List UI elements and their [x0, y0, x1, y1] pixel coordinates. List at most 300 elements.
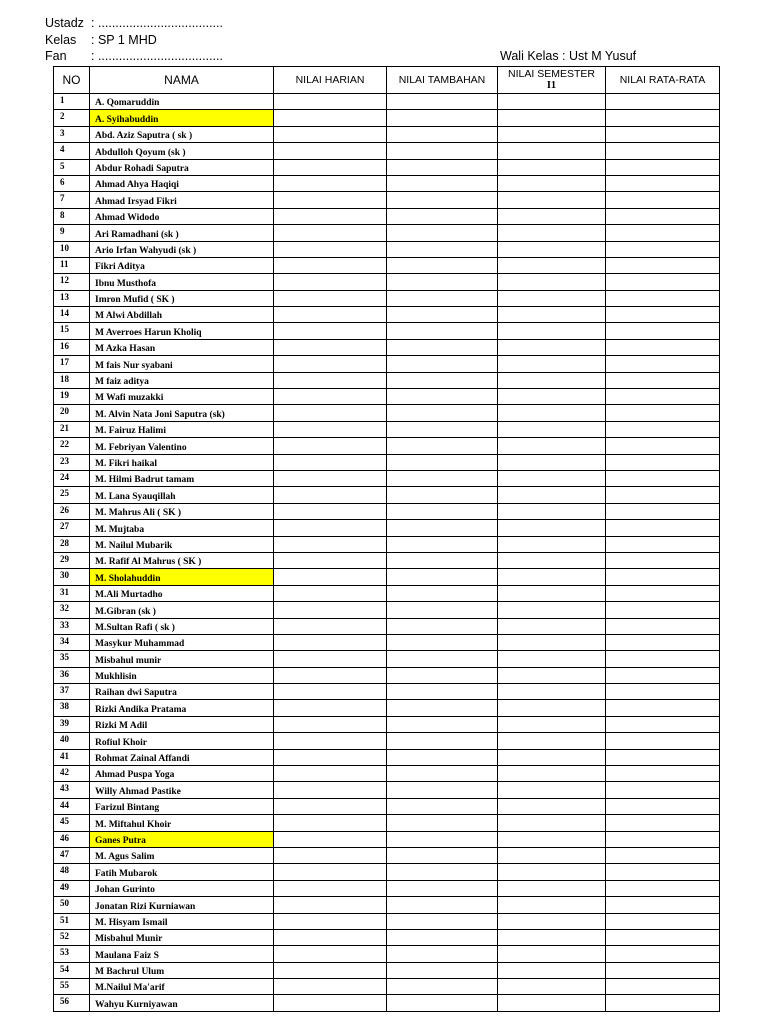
student-name: M. Sholahuddin: [90, 569, 274, 585]
nilai-tambahan-cell[interactable]: [387, 126, 498, 142]
row-number: 44: [54, 798, 90, 814]
nilai-tambahan-cell[interactable]: [387, 290, 498, 306]
nilai-harian-cell[interactable]: [274, 684, 387, 700]
col-header-nilai-semester-line2: I1: [546, 80, 557, 91]
nilai-tambahan-cell[interactable]: [387, 831, 498, 847]
nilai-harian-cell[interactable]: [274, 880, 387, 896]
nilai-tambahan-cell[interactable]: [387, 307, 498, 323]
nilai-rata-rata-cell[interactable]: [606, 241, 720, 257]
nilai-tambahan-cell[interactable]: [387, 356, 498, 372]
nilai-tambahan-cell[interactable]: [387, 454, 498, 470]
nilai-tambahan-cell[interactable]: [387, 421, 498, 437]
nilai-harian-cell[interactable]: [274, 307, 387, 323]
nilai-harian-cell[interactable]: [274, 749, 387, 765]
table-row: [54, 684, 720, 700]
nilai-tambahan-cell[interactable]: [387, 110, 498, 126]
nilai-rata-rata-cell[interactable]: [606, 733, 720, 749]
nilai-semester-cell[interactable]: [498, 126, 606, 142]
nilai-tambahan-cell[interactable]: [387, 798, 498, 814]
nilai-semester-cell[interactable]: [498, 913, 606, 929]
nilai-rata-rata-cell[interactable]: [606, 520, 720, 536]
nilai-tambahan-cell[interactable]: [387, 897, 498, 913]
nilai-harian-cell[interactable]: [274, 815, 387, 831]
nilai-harian-cell[interactable]: [274, 257, 387, 273]
nilai-semester-cell[interactable]: [498, 815, 606, 831]
nilai-harian-cell[interactable]: [274, 569, 387, 585]
row-number: 54: [54, 962, 90, 978]
nilai-semester-cell[interactable]: [498, 389, 606, 405]
nilai-rata-rata-cell[interactable]: [606, 913, 720, 929]
nilai-rata-rata-cell[interactable]: [606, 569, 720, 585]
nilai-semester-cell[interactable]: [498, 143, 606, 159]
row-number: 3: [54, 126, 90, 142]
student-name: Ahmad Ahya Haqiqi: [90, 175, 274, 191]
nilai-tambahan-cell[interactable]: [387, 372, 498, 388]
nilai-rata-rata-cell[interactable]: [606, 487, 720, 503]
row-number: 2: [54, 110, 90, 126]
nilai-semester-cell[interactable]: [498, 274, 606, 290]
nilai-semester-cell[interactable]: [498, 667, 606, 683]
nilai-semester-cell[interactable]: [498, 979, 606, 995]
table-row: [54, 290, 720, 306]
nilai-semester-cell[interactable]: [498, 618, 606, 634]
nilai-semester-cell[interactable]: [498, 946, 606, 962]
student-name: M. Nailul Mubarik: [90, 536, 274, 552]
nilai-semester-cell[interactable]: [498, 569, 606, 585]
nilai-rata-rata-cell[interactable]: [606, 470, 720, 486]
nilai-harian-cell[interactable]: [274, 847, 387, 863]
row-number: 48: [54, 864, 90, 880]
nilai-semester-cell[interactable]: [498, 503, 606, 519]
student-name: Rizki Andika Pratama: [90, 700, 274, 716]
nilai-tambahan-cell[interactable]: [387, 847, 498, 863]
nilai-semester-cell[interactable]: [498, 257, 606, 273]
nilai-harian-cell[interactable]: [274, 208, 387, 224]
nilai-harian-cell[interactable]: [274, 946, 387, 962]
nilai-semester-cell[interactable]: [498, 929, 606, 945]
nilai-rata-rata-cell[interactable]: [606, 700, 720, 716]
nilai-rata-rata-cell[interactable]: [606, 798, 720, 814]
nilai-rata-rata-cell[interactable]: [606, 634, 720, 650]
table-row: [54, 94, 720, 110]
nilai-rata-rata-cell[interactable]: [606, 405, 720, 421]
nilai-rata-rata-cell[interactable]: [606, 389, 720, 405]
nilai-harian-cell[interactable]: [274, 421, 387, 437]
nilai-harian-cell[interactable]: [274, 602, 387, 618]
row-number: 26: [54, 503, 90, 519]
student-name: M. Hilmi Badrut tamam: [90, 470, 274, 486]
nilai-semester-cell[interactable]: [498, 290, 606, 306]
nilai-semester-cell[interactable]: [498, 208, 606, 224]
nilai-harian-cell[interactable]: [274, 798, 387, 814]
nilai-semester-cell[interactable]: [498, 995, 606, 1011]
nilai-harian-cell[interactable]: [274, 667, 387, 683]
row-number: 34: [54, 634, 90, 650]
nilai-harian-cell[interactable]: [274, 372, 387, 388]
nilai-tambahan-cell[interactable]: [387, 602, 498, 618]
nilai-rata-rata-cell[interactable]: [606, 602, 720, 618]
nilai-tambahan-cell[interactable]: [387, 405, 498, 421]
nilai-rata-rata-cell[interactable]: [606, 864, 720, 880]
nilai-rata-rata-cell[interactable]: [606, 929, 720, 945]
nilai-rata-rata-cell[interactable]: [606, 208, 720, 224]
row-number: 30: [54, 569, 90, 585]
nilai-tambahan-cell[interactable]: [387, 520, 498, 536]
table-row: [54, 536, 720, 552]
nilai-rata-rata-cell[interactable]: [606, 962, 720, 978]
nilai-rata-rata-cell[interactable]: [606, 618, 720, 634]
nilai-harian-cell[interactable]: [274, 339, 387, 355]
nilai-tambahan-cell[interactable]: [387, 241, 498, 257]
nilai-semester-cell[interactable]: [498, 552, 606, 568]
nilai-semester-cell[interactable]: [498, 454, 606, 470]
nilai-tambahan-cell[interactable]: [387, 962, 498, 978]
table-row: [54, 389, 720, 405]
row-number: 28: [54, 536, 90, 552]
nilai-tambahan-cell[interactable]: [387, 880, 498, 896]
nilai-rata-rata-cell[interactable]: [606, 110, 720, 126]
nilai-tambahan-cell[interactable]: [387, 94, 498, 110]
row-number: 12: [54, 274, 90, 290]
nilai-harian-cell[interactable]: [274, 241, 387, 257]
nilai-tambahan-cell[interactable]: [387, 684, 498, 700]
nilai-tambahan-cell[interactable]: [387, 159, 498, 175]
nilai-rata-rata-cell[interactable]: [606, 651, 720, 667]
nilai-tambahan-cell[interactable]: [387, 585, 498, 601]
nilai-harian-cell[interactable]: [274, 225, 387, 241]
nilai-tambahan-cell[interactable]: [387, 815, 498, 831]
nilai-tambahan-cell[interactable]: [387, 749, 498, 765]
nilai-harian-cell[interactable]: [274, 766, 387, 782]
nilai-semester-cell[interactable]: [498, 356, 606, 372]
nilai-tambahan-cell[interactable]: [387, 569, 498, 585]
student-name: Fatih Mubarok: [90, 864, 274, 880]
nilai-rata-rata-cell[interactable]: [606, 995, 720, 1011]
nilai-semester-cell[interactable]: [498, 864, 606, 880]
nilai-rata-rata-cell[interactable]: [606, 421, 720, 437]
nilai-tambahan-cell[interactable]: [387, 470, 498, 486]
nilai-rata-rata-cell[interactable]: [606, 831, 720, 847]
nilai-harian-cell[interactable]: [274, 405, 387, 421]
nilai-tambahan-cell[interactable]: [387, 700, 498, 716]
nilai-semester-cell[interactable]: [498, 339, 606, 355]
row-number: 51: [54, 913, 90, 929]
table-body: [54, 94, 720, 1012]
nilai-rata-rata-cell[interactable]: [606, 225, 720, 241]
nilai-harian-cell[interactable]: [274, 487, 387, 503]
nilai-harian-cell[interactable]: [274, 536, 387, 552]
nilai-tambahan-cell[interactable]: [387, 716, 498, 732]
row-number: 35: [54, 651, 90, 667]
nilai-rata-rata-cell[interactable]: [606, 766, 720, 782]
table-row: [54, 913, 720, 929]
nilai-semester-cell[interactable]: [498, 651, 606, 667]
nilai-tambahan-cell[interactable]: [387, 913, 498, 929]
student-name: M. Miftahul Khoir: [90, 815, 274, 831]
nilai-harian-cell[interactable]: [274, 110, 387, 126]
nilai-semester-cell[interactable]: [498, 847, 606, 863]
student-name: M. Fikri haikal: [90, 454, 274, 470]
nilai-rata-rata-cell[interactable]: [606, 192, 720, 208]
student-name: M. Hisyam Ismail: [90, 913, 274, 929]
nilai-rata-rata-cell[interactable]: [606, 946, 720, 962]
nilai-semester-cell[interactable]: [498, 684, 606, 700]
nilai-tambahan-cell[interactable]: [387, 225, 498, 241]
nilai-harian-cell[interactable]: [274, 552, 387, 568]
student-name: M. Agus Salim: [90, 847, 274, 863]
nilai-harian-cell[interactable]: [274, 454, 387, 470]
nilai-harian-cell[interactable]: [274, 159, 387, 175]
nilai-harian-cell[interactable]: [274, 733, 387, 749]
nilai-harian-cell[interactable]: [274, 520, 387, 536]
nilai-harian-cell[interactable]: [274, 323, 387, 339]
nilai-semester-cell[interactable]: [498, 520, 606, 536]
nilai-rata-rata-cell[interactable]: [606, 782, 720, 798]
nilai-tambahan-cell[interactable]: [387, 651, 498, 667]
nilai-harian-cell[interactable]: [274, 913, 387, 929]
nilai-rata-rata-cell[interactable]: [606, 438, 720, 454]
nilai-rata-rata-cell[interactable]: [606, 126, 720, 142]
table-row: [54, 782, 720, 798]
nilai-semester-cell[interactable]: [498, 307, 606, 323]
nilai-harian-cell[interactable]: [274, 651, 387, 667]
nilai-rata-rata-cell[interactable]: [606, 94, 720, 110]
row-number: 18: [54, 372, 90, 388]
nilai-tambahan-cell[interactable]: [387, 143, 498, 159]
nilai-semester-cell[interactable]: [498, 487, 606, 503]
nilai-tambahan-cell[interactable]: [387, 766, 498, 782]
nilai-tambahan-cell[interactable]: [387, 323, 498, 339]
nilai-semester-cell[interactable]: [498, 405, 606, 421]
nilai-semester-cell[interactable]: [498, 536, 606, 552]
nilai-harian-cell[interactable]: [274, 929, 387, 945]
ustadz-label: Ustadz: [45, 16, 84, 30]
row-number: 52: [54, 929, 90, 945]
nilai-semester-cell[interactable]: [498, 634, 606, 650]
nilai-tambahan-cell[interactable]: [387, 946, 498, 962]
nilai-harian-cell[interactable]: [274, 897, 387, 913]
nilai-harian-cell[interactable]: [274, 962, 387, 978]
table-row: [54, 274, 720, 290]
nilai-semester-cell[interactable]: [498, 241, 606, 257]
nilai-harian-cell[interactable]: [274, 470, 387, 486]
student-name: M Bachrul Ulum: [90, 962, 274, 978]
student-name: M. Febriyan Valentino: [90, 438, 274, 454]
nilai-tambahan-cell[interactable]: [387, 552, 498, 568]
nilai-harian-cell[interactable]: [274, 503, 387, 519]
row-number: 36: [54, 667, 90, 683]
nilai-rata-rata-cell[interactable]: [606, 159, 720, 175]
nilai-tambahan-cell[interactable]: [387, 618, 498, 634]
nilai-harian-cell[interactable]: [274, 389, 387, 405]
nilai-rata-rata-cell[interactable]: [606, 323, 720, 339]
row-number: 23: [54, 454, 90, 470]
nilai-semester-cell[interactable]: [498, 880, 606, 896]
fan-row: [45, 48, 223, 64]
nilai-rata-rata-cell[interactable]: [606, 143, 720, 159]
row-number: 17: [54, 356, 90, 372]
nilai-harian-cell[interactable]: [274, 192, 387, 208]
nilai-semester-cell[interactable]: [498, 766, 606, 782]
nilai-harian-cell[interactable]: [274, 995, 387, 1011]
nilai-rata-rata-cell[interactable]: [606, 175, 720, 191]
nilai-harian-cell[interactable]: [274, 94, 387, 110]
nilai-semester-cell[interactable]: [498, 749, 606, 765]
nilai-semester-cell[interactable]: [498, 602, 606, 618]
nilai-harian-cell[interactable]: [274, 175, 387, 191]
nilai-semester-cell[interactable]: [498, 733, 606, 749]
nilai-harian-cell[interactable]: [274, 864, 387, 880]
nilai-semester-cell[interactable]: [498, 192, 606, 208]
nilai-harian-cell[interactable]: [274, 700, 387, 716]
student-name: Raihan dwi Saputra: [90, 684, 274, 700]
nilai-semester-cell[interactable]: [498, 798, 606, 814]
nilai-harian-cell[interactable]: [274, 356, 387, 372]
nilai-semester-cell[interactable]: [498, 585, 606, 601]
student-name: Ario Irfan Wahyudi (sk ): [90, 241, 274, 257]
table-row: [54, 700, 720, 716]
nilai-rata-rata-cell[interactable]: [606, 847, 720, 863]
student-name: Ibnu Musthofa: [90, 274, 274, 290]
nilai-harian-cell[interactable]: [274, 126, 387, 142]
nilai-rata-rata-cell[interactable]: [606, 897, 720, 913]
nilai-semester-cell[interactable]: [498, 94, 606, 110]
row-number: 45: [54, 815, 90, 831]
nilai-rata-rata-cell[interactable]: [606, 552, 720, 568]
nilai-harian-cell[interactable]: [274, 290, 387, 306]
nilai-tambahan-cell[interactable]: [387, 257, 498, 273]
student-name: M.Sultan Rafi ( sk ): [90, 618, 274, 634]
nilai-rata-rata-cell[interactable]: [606, 880, 720, 896]
nilai-harian-cell[interactable]: [274, 634, 387, 650]
table-row: [54, 798, 720, 814]
nilai-tambahan-cell[interactable]: [387, 487, 498, 503]
student-name: M Alwi Abdillah: [90, 307, 274, 323]
nilai-rata-rata-cell[interactable]: [606, 274, 720, 290]
nilai-tambahan-cell[interactable]: [387, 339, 498, 355]
nilai-tambahan-cell[interactable]: [387, 634, 498, 650]
nilai-tambahan-cell[interactable]: [387, 667, 498, 683]
nilai-semester-cell[interactable]: [498, 831, 606, 847]
nilai-tambahan-cell[interactable]: [387, 733, 498, 749]
nilai-semester-cell[interactable]: [498, 962, 606, 978]
nilai-semester-cell[interactable]: [498, 421, 606, 437]
nilai-semester-cell[interactable]: [498, 782, 606, 798]
table-row: [54, 716, 720, 732]
table-row: [54, 749, 720, 765]
nilai-rata-rata-cell[interactable]: [606, 339, 720, 355]
nilai-semester-cell[interactable]: [498, 470, 606, 486]
student-name: Wahyu Kurniyawan: [90, 995, 274, 1011]
nilai-rata-rata-cell[interactable]: [606, 257, 720, 273]
table-row: [54, 880, 720, 896]
nilai-rata-rata-cell[interactable]: [606, 749, 720, 765]
nilai-harian-cell[interactable]: [274, 438, 387, 454]
nilai-tambahan-cell[interactable]: [387, 782, 498, 798]
nilai-harian-cell[interactable]: [274, 782, 387, 798]
nilai-rata-rata-cell[interactable]: [606, 585, 720, 601]
nilai-tambahan-cell[interactable]: [387, 979, 498, 995]
row-number: 24: [54, 470, 90, 486]
student-name: Rofiul Khoir: [90, 733, 274, 749]
nilai-rata-rata-cell[interactable]: [606, 667, 720, 683]
nilai-tambahan-cell[interactable]: [387, 503, 498, 519]
table-row: [54, 126, 720, 142]
nilai-semester-cell[interactable]: [498, 323, 606, 339]
nilai-harian-cell[interactable]: [274, 143, 387, 159]
nilai-rata-rata-cell[interactable]: [606, 979, 720, 995]
nilai-rata-rata-cell[interactable]: [606, 356, 720, 372]
nilai-tambahan-cell[interactable]: [387, 438, 498, 454]
table-row: [54, 192, 720, 208]
nilai-rata-rata-cell[interactable]: [606, 536, 720, 552]
row-number: 33: [54, 618, 90, 634]
row-number: 50: [54, 897, 90, 913]
col-header-nilai-semester: [498, 67, 606, 94]
table-row: [54, 307, 720, 323]
student-name: Mukhlisin: [90, 667, 274, 683]
nilai-harian-cell[interactable]: [274, 716, 387, 732]
table-row: [54, 356, 720, 372]
nilai-semester-cell[interactable]: [498, 175, 606, 191]
table-row: [54, 520, 720, 536]
nilai-tambahan-cell[interactable]: [387, 536, 498, 552]
nilai-rata-rata-cell[interactable]: [606, 454, 720, 470]
nilai-tambahan-cell[interactable]: [387, 175, 498, 191]
nilai-rata-rata-cell[interactable]: [606, 372, 720, 388]
nilai-tambahan-cell[interactable]: [387, 389, 498, 405]
nilai-rata-rata-cell[interactable]: [606, 307, 720, 323]
row-number: 27: [54, 520, 90, 536]
nilai-semester-cell[interactable]: [498, 159, 606, 175]
nilai-harian-cell[interactable]: [274, 979, 387, 995]
nilai-tambahan-cell[interactable]: [387, 274, 498, 290]
row-number: 4: [54, 143, 90, 159]
row-number: 38: [54, 700, 90, 716]
nilai-tambahan-cell[interactable]: [387, 929, 498, 945]
nilai-harian-cell[interactable]: [274, 274, 387, 290]
nilai-rata-rata-cell[interactable]: [606, 716, 720, 732]
student-name: Johan Gurinto: [90, 880, 274, 896]
nilai-tambahan-cell[interactable]: [387, 864, 498, 880]
table-row: [54, 438, 720, 454]
table-row: [54, 552, 720, 568]
nilai-rata-rata-cell[interactable]: [606, 503, 720, 519]
nilai-tambahan-cell[interactable]: [387, 995, 498, 1011]
nilai-semester-cell[interactable]: [498, 700, 606, 716]
nilai-semester-cell[interactable]: [498, 372, 606, 388]
nilai-tambahan-cell[interactable]: [387, 208, 498, 224]
table-row: [54, 929, 720, 945]
nilai-tambahan-cell[interactable]: [387, 192, 498, 208]
wali-kelas: Wali Kelas : Ust M Yusuf: [500, 49, 637, 63]
nilai-harian-cell[interactable]: [274, 618, 387, 634]
student-name: Ahmad Irsyad Fikri: [90, 192, 274, 208]
nilai-semester-cell[interactable]: [498, 110, 606, 126]
ustadz-row: [45, 15, 223, 31]
nilai-rata-rata-cell[interactable]: [606, 290, 720, 306]
nilai-semester-cell[interactable]: [498, 438, 606, 454]
nilai-semester-cell[interactable]: [498, 716, 606, 732]
nilai-semester-cell[interactable]: [498, 897, 606, 913]
row-number: 19: [54, 389, 90, 405]
nilai-harian-cell[interactable]: [274, 831, 387, 847]
nilai-rata-rata-cell[interactable]: [606, 684, 720, 700]
nilai-rata-rata-cell[interactable]: [606, 815, 720, 831]
table-row: [54, 503, 720, 519]
nilai-semester-cell[interactable]: [498, 225, 606, 241]
nilai-harian-cell[interactable]: [274, 585, 387, 601]
